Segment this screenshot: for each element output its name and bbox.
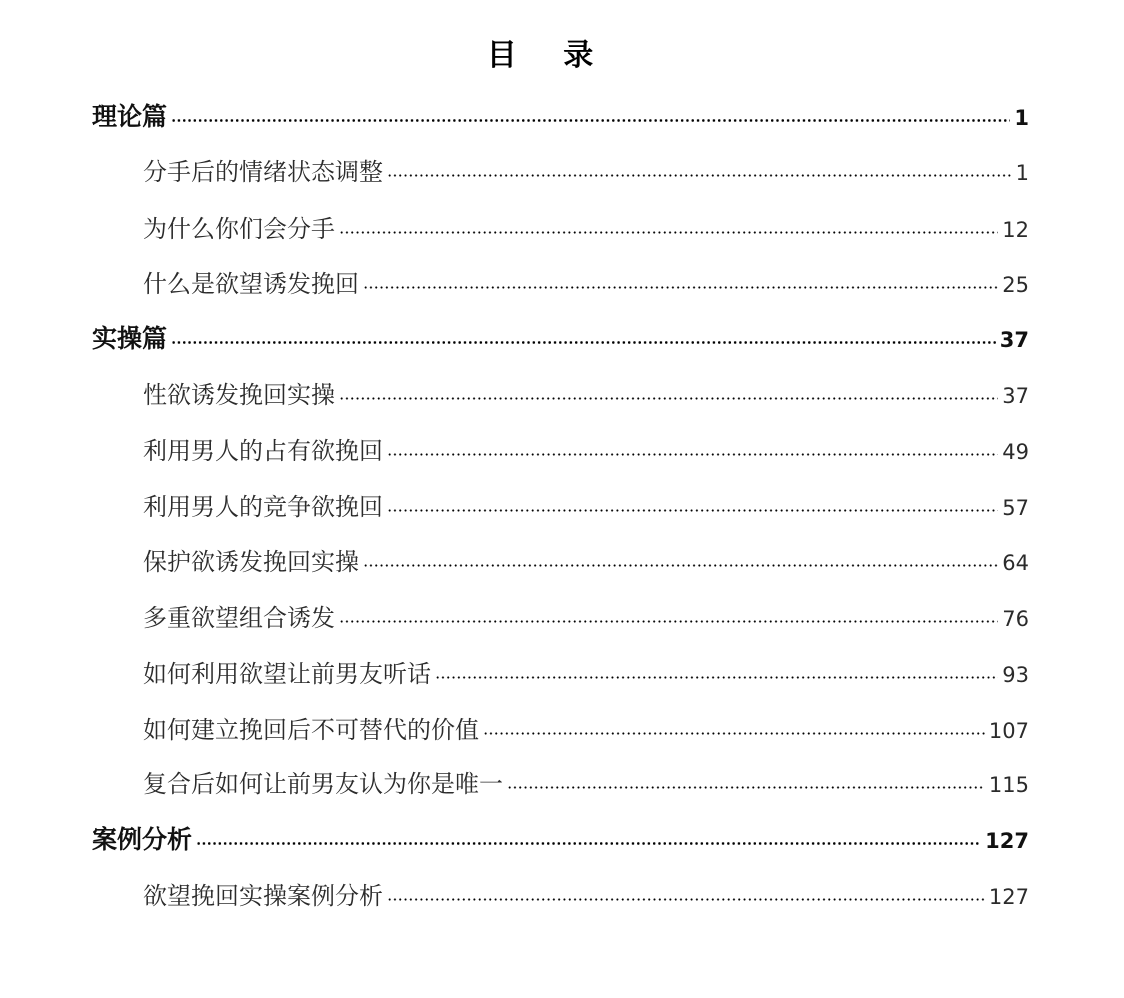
toc-entry-competitiveness[interactable]	[143, 490, 1029, 524]
toc-entry-title: 为什么你们会分手	[143, 215, 335, 243]
toc-page-number: 1	[1015, 161, 1029, 185]
dot-leader	[339, 231, 998, 234]
toc-page-number: 37	[999, 328, 1029, 352]
dot-leader	[483, 732, 985, 735]
toc-entry-sexual-desire[interactable]	[143, 378, 1029, 412]
toc-entry-title: 利用男人的占有欲挽回	[143, 437, 383, 465]
toc-entry-title: 理论篇	[92, 102, 168, 131]
toc-title: 目 录	[486, 38, 612, 73]
toc-entry-case-analysis[interactable]	[143, 879, 1029, 913]
toc-page-number: 127	[988, 885, 1029, 909]
toc-page-number: 127	[985, 829, 1029, 853]
toc-page-number: 37	[1002, 384, 1029, 408]
toc-page-number: 12	[1002, 218, 1029, 242]
toc-entry-the-only-one[interactable]	[143, 767, 1029, 801]
toc-section-theory[interactable]	[92, 100, 1029, 134]
toc-entry-title: 分手后的情绪状态调整	[143, 158, 383, 186]
toc-page-number: 25	[1002, 273, 1029, 297]
dot-leader	[387, 509, 998, 512]
toc-page-number: 1	[1014, 106, 1029, 130]
toc-entry-title: 利用男人的竞争欲挽回	[143, 493, 383, 521]
toc-section-practice[interactable]	[92, 322, 1029, 356]
toc-page-number: 57	[1002, 496, 1029, 520]
toc-entry-make-him-listen[interactable]	[143, 657, 1029, 691]
toc-entry-title: 如何建立挽回后不可替代的价值	[143, 716, 479, 744]
toc-page-number: 49	[1002, 440, 1029, 464]
toc-entry-title: 欲望挽回实操案例分析	[143, 882, 383, 910]
toc-page-number: 107	[988, 719, 1029, 743]
dot-leader	[435, 676, 998, 679]
toc-entry-irreplaceable-value[interactable]	[143, 713, 1029, 747]
toc-entry-title: 什么是欲望诱发挽回	[143, 270, 359, 298]
dot-leader	[339, 620, 998, 623]
toc-page-number: 64	[1002, 551, 1029, 575]
toc-entry-what-is-desire[interactable]	[143, 267, 1029, 301]
toc-entry-possessiveness[interactable]	[143, 434, 1029, 468]
dot-leader	[387, 174, 1012, 177]
toc-entry-title: 如何利用欲望让前男友听话	[143, 660, 431, 688]
toc-entry-title: 复合后如何让前男友认为你是唯一	[143, 770, 503, 798]
toc-entry-title: 保护欲诱发挽回实操	[143, 548, 359, 576]
toc-entry-title: 性欲诱发挽回实操	[143, 381, 335, 409]
dot-leader	[363, 564, 998, 567]
toc-page-number: 93	[1002, 663, 1029, 687]
toc-entry-title: 多重欲望组合诱发	[143, 604, 335, 632]
dot-leader	[387, 453, 998, 456]
toc-page-number: 76	[1002, 607, 1029, 631]
toc-page-number: 115	[988, 773, 1029, 797]
toc-entry-multi-desire[interactable]	[143, 601, 1029, 635]
toc-entry-emotion-adjust[interactable]	[143, 155, 1029, 189]
dot-leader	[171, 119, 1010, 122]
toc-entry-why-breakup[interactable]	[143, 212, 1029, 246]
dot-leader	[339, 397, 998, 400]
toc-entry-title: 实操篇	[92, 324, 168, 353]
dot-leader	[387, 898, 985, 901]
toc-section-cases[interactable]	[92, 823, 1029, 857]
toc-entry-title: 案例分析	[92, 825, 193, 854]
dot-leader	[196, 842, 981, 845]
dot-leader	[171, 341, 996, 344]
toc-entry-protectiveness[interactable]	[143, 545, 1029, 579]
dot-leader	[507, 786, 985, 789]
dot-leader	[363, 286, 998, 289]
